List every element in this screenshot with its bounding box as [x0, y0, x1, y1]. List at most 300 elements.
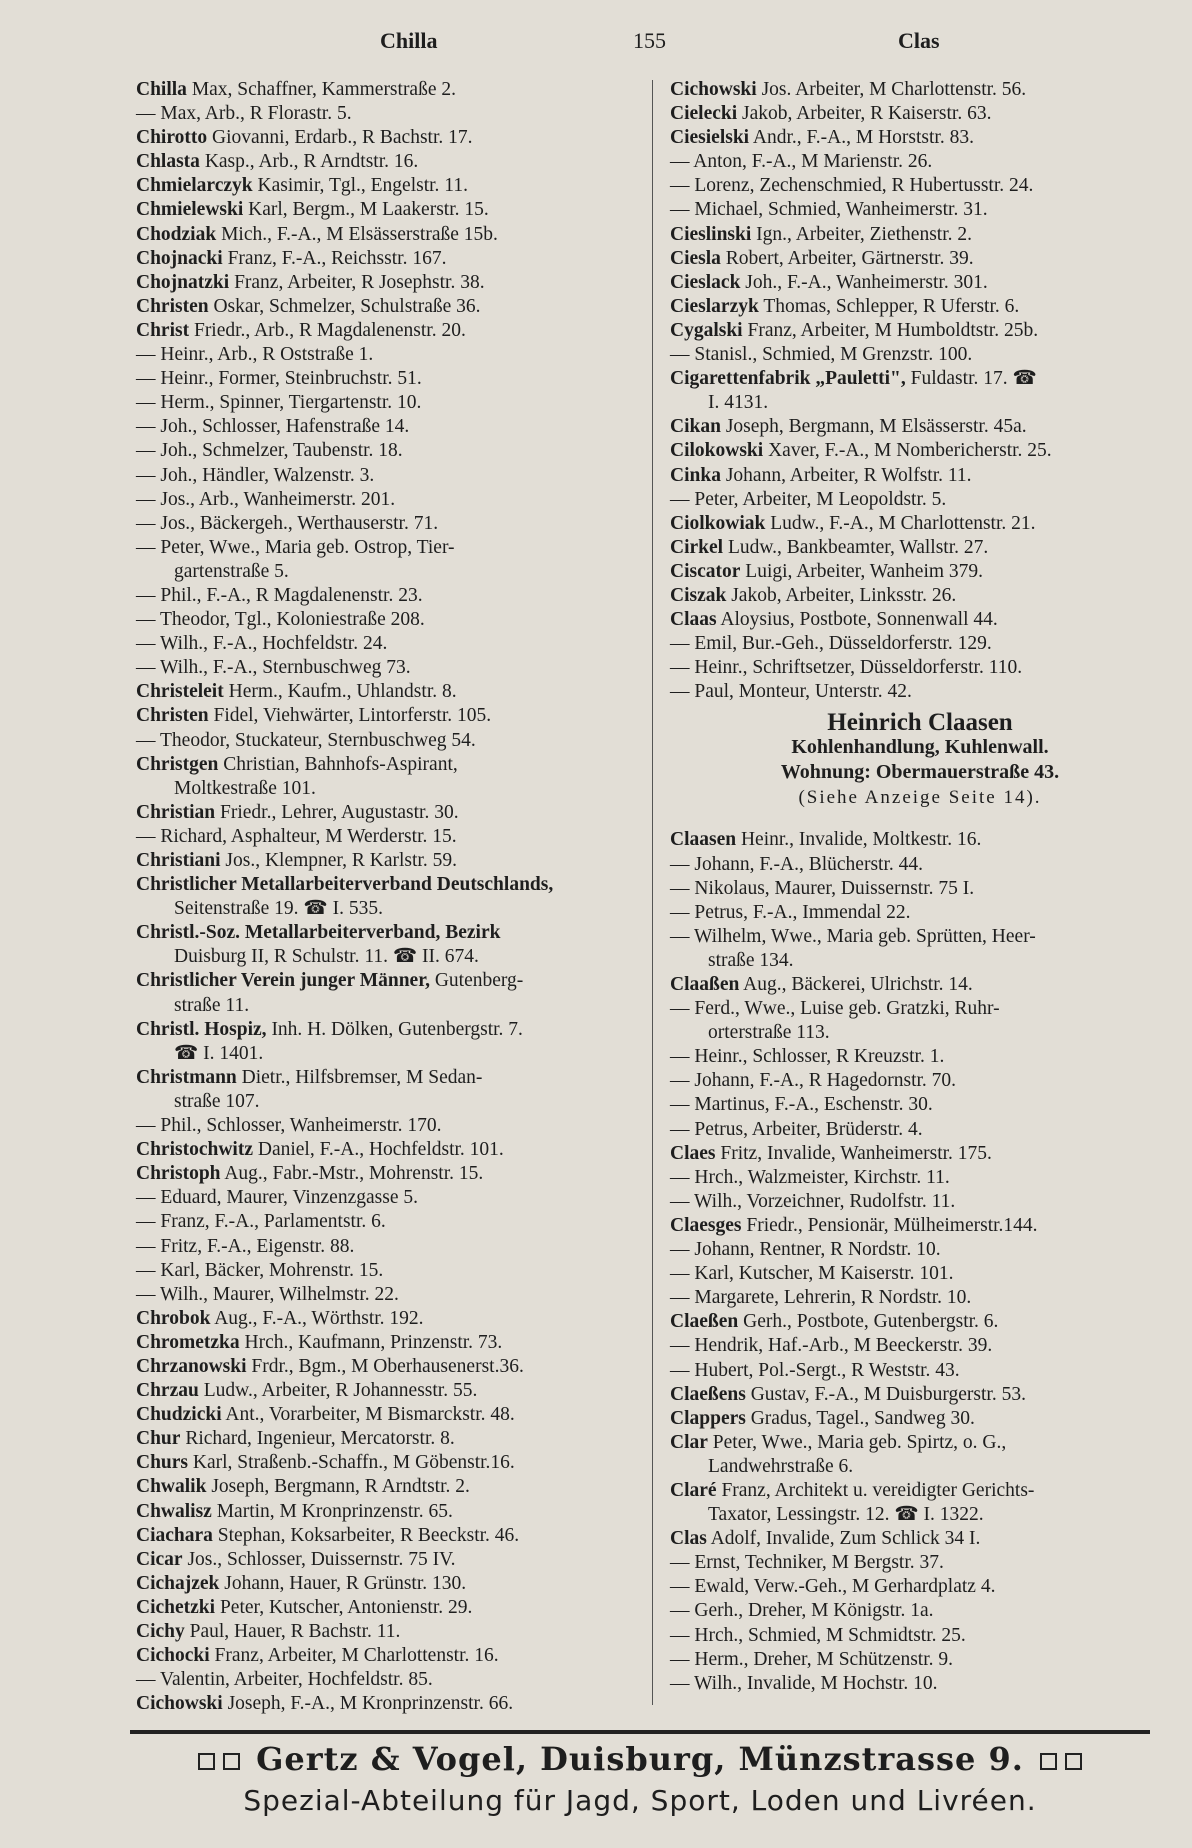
- entry-details: Paul, Hauer, R Bachstr. 11.: [184, 1621, 401, 1642]
- directory-entry: [670, 973, 1170, 997]
- entry-surname: Ciszak: [670, 584, 727, 606]
- entry-surname: Christen: [136, 705, 209, 727]
- entry-surname: Ciolkowiak: [670, 512, 766, 534]
- directory-entry: [670, 1383, 1170, 1407]
- directory-entry: [670, 1599, 1170, 1623]
- directory-entry: [670, 1407, 1170, 1431]
- entry-details: gartenstraße 5.: [174, 560, 289, 582]
- entry-surname: Cicar: [136, 1548, 183, 1570]
- directory-entry: [670, 1527, 1170, 1551]
- entry-details: — Joh., Händler, Walzenstr. 3.: [136, 464, 375, 486]
- directory-entry: [136, 921, 641, 945]
- entry-surname: Clar: [670, 1431, 708, 1453]
- entry-surname: Christian: [136, 801, 216, 823]
- entry-details: — Wilh., Invalide, M Hochstr. 10.: [670, 1672, 938, 1694]
- entry-surname: Chojnatzki: [136, 271, 230, 293]
- directory-entry: [670, 1190, 1170, 1214]
- directory-entry: [670, 488, 1170, 512]
- directory-entry: [136, 1668, 641, 1692]
- directory-entry: [136, 1379, 641, 1403]
- directory-entry: [136, 1331, 641, 1355]
- entry-details: Franz, F.-A., Reichsstr. 167.: [222, 247, 447, 269]
- entry-details: Ludw., Arbeiter, R Johannesstr. 55.: [198, 1380, 478, 1402]
- entry-surname: Cichy: [136, 1621, 185, 1642]
- entry-surname: Cieslarzyk: [670, 295, 759, 317]
- directory-entry: [136, 1066, 641, 1090]
- directory-entry: [670, 1431, 1170, 1455]
- entry-surname: Cichocki: [136, 1645, 210, 1667]
- entry-details: — Valentin, Arbeiter, Hochfeldstr. 85.: [136, 1669, 433, 1691]
- directory-entry: [670, 1214, 1170, 1238]
- column-divider: [652, 80, 653, 1705]
- entry-details: Landwehrstraße 6.: [708, 1455, 854, 1477]
- entry-surname: Chirotto: [136, 127, 208, 149]
- entry-details: — Franz, F.-A., Parlamentstr. 6.: [136, 1211, 386, 1233]
- entry-surname: Ciscator: [670, 560, 741, 582]
- directory-entry: [670, 1359, 1170, 1383]
- entry-details: Peter, Wwe., Maria geb. Spirtz, o. G.,: [707, 1431, 1007, 1453]
- directory-entry: [670, 680, 1170, 704]
- directory-entry: [670, 247, 1170, 271]
- directory-entry: [670, 1648, 1170, 1672]
- entry-surname: Christlicher Verein junger Männer,: [136, 970, 430, 992]
- directory-entry: [136, 1210, 641, 1234]
- entry-continuation: [136, 777, 641, 801]
- entry-details: — Jos., Bäckergeh., Werthauserstr. 71.: [136, 512, 439, 534]
- entry-details: Andr., F.-A., M Horststr. 83.: [749, 127, 974, 149]
- entry-surname: Cieslack: [670, 271, 741, 293]
- directory-entry: [136, 150, 641, 174]
- entry-details: — Joh., Schlosser, Hafenstraße 14.: [136, 416, 410, 438]
- directory-entry: [136, 1235, 641, 1259]
- directory-entry: [136, 1572, 641, 1596]
- entry-details: — Phil., F.-A., R Magdalenenstr. 23.: [136, 584, 423, 606]
- footer-advertiser-text: Gertz & Vogel, Duisburg, Münzstrasse 9.: [256, 1740, 1024, 1778]
- entry-details: — Jos., Arb., Wanheimerstr. 201.: [136, 488, 396, 510]
- entry-details: — Wilh., Maurer, Wilhelmstr. 22.: [136, 1283, 399, 1305]
- footer-rule: [130, 1730, 1150, 1734]
- directory-entry: [670, 853, 1170, 877]
- entry-surname: Chlasta: [136, 151, 200, 173]
- entry-details: Jos., Schlosser, Duissernstr. 75 IV.: [182, 1548, 456, 1570]
- entry-details: Martin, M Kronprinzenstr. 65.: [211, 1500, 453, 1522]
- entry-details: — Hrch., Schmied, M Schmidtstr. 25.: [670, 1624, 966, 1646]
- entry-details: — Wilh., F.-A., Hochfeldstr. 24.: [136, 633, 388, 655]
- entry-details: — Peter, Wwe., Maria geb. Ostrop, Tier-: [136, 536, 455, 558]
- entry-details: Aug., F.-A., Wörthstr. 192.: [210, 1307, 424, 1329]
- entry-details: — Hendrik, Haf.-Arb., M Beeckerstr. 39.: [670, 1335, 993, 1357]
- directory-entry: [670, 78, 1170, 102]
- directory-entry: [136, 1162, 641, 1186]
- entry-surname: Cikan: [670, 416, 721, 438]
- entry-details: — Heinr., Schlosser, R Kreuzstr. 1.: [670, 1046, 945, 1068]
- entry-surname: Christ: [136, 319, 190, 341]
- page-number: 155: [633, 28, 666, 53]
- entry-surname: Christmann: [136, 1066, 237, 1088]
- entry-surname: Chudzicki: [136, 1404, 222, 1426]
- entry-details: ☎ I. 1401.: [174, 1042, 264, 1064]
- directory-entry: [670, 656, 1170, 680]
- entry-details: Karl, Bergm., M Laakerstr. 15.: [243, 199, 489, 221]
- entry-details: Adolf, Invalide, Zum Schlick 34 I.: [706, 1528, 981, 1550]
- entry-surname: Cichowski: [670, 79, 757, 100]
- directory-entry: [670, 1575, 1170, 1599]
- entry-details: — Theodor, Tgl., Koloniestraße 208.: [136, 609, 425, 631]
- entry-surname: Christl.-Soz. Metallarbeiterverband, Bezirk: [136, 922, 501, 944]
- entry-surname: Chrzanowski: [136, 1355, 247, 1377]
- entry-details: — Michael, Schmied, Wanheimerstr. 31.: [670, 199, 988, 221]
- entry-surname: Claes: [670, 1142, 716, 1164]
- square-ornament-icon: [1065, 1753, 1082, 1770]
- entry-details: Fidel, Viehwärter, Lintorferstr. 105.: [208, 705, 492, 727]
- entry-details: Aug., Bäckerei, Ulrichstr. 14.: [739, 974, 973, 995]
- entry-details: Franz, Arbeiter, M Humboldtstr. 25b.: [742, 319, 1039, 341]
- entry-details: Taxator, Lessingstr. 12. ☎ I. 1322.: [708, 1504, 984, 1526]
- directory-entry: [670, 536, 1170, 560]
- entry-details: Inh. H. Dölken, Gutenbergstr. 7.: [266, 1018, 523, 1040]
- entry-details: — Max, Arb., R Florastr. 5.: [136, 103, 352, 125]
- directory-entry: [136, 849, 641, 873]
- directory-entry: [670, 439, 1170, 463]
- entry-surname: Chojnacki: [136, 247, 223, 269]
- entry-surname: Claeßen: [670, 1311, 739, 1333]
- entry-details: Richard, Ingenieur, Mercatorstr. 8.: [180, 1428, 455, 1450]
- entry-surname: Christochwitz: [136, 1139, 253, 1161]
- entry-details: — Herm., Spinner, Tiergartenstr. 10.: [136, 392, 422, 414]
- entry-details: — Fritz, F.-A., Eigenstr. 88.: [136, 1235, 355, 1257]
- directory-entry: [136, 174, 641, 198]
- directory-entry: [136, 753, 641, 777]
- running-head-left: Chilla: [380, 28, 438, 53]
- entry-details: — Hubert, Pol.-Sergt., R Weststr. 43.: [670, 1359, 960, 1381]
- entry-details: — Karl, Bäcker, Mohrenstr. 15.: [136, 1259, 384, 1281]
- entry-details: Joseph, Bergmann, M Elsässerstr. 45a.: [720, 416, 1027, 438]
- directory-entry: [136, 1644, 641, 1668]
- directory-entry: [136, 247, 641, 271]
- entry-surname: Chur: [136, 1428, 181, 1450]
- entry-details: — Paul, Monteur, Unterstr. 42.: [670, 681, 912, 703]
- directory-entry: [136, 391, 641, 415]
- entry-details: Jakob, Arbeiter, R Kaiserstr. 63.: [737, 103, 992, 125]
- entry-details: — Petrus, Arbeiter, Brüderstr. 4.: [670, 1118, 923, 1140]
- directory-entry: [136, 873, 641, 897]
- directory-entry: [670, 223, 1170, 247]
- entry-details: Joseph, F.-A., M Kronprinzenstr. 66.: [222, 1693, 514, 1715]
- directory-entry: [136, 632, 641, 656]
- entry-details: Jakob, Arbeiter, Linksstr. 26.: [726, 584, 957, 606]
- square-ornament-icon: [198, 1753, 215, 1770]
- entry-details: — Heinr., Schriftsetzer, Düsseldorferstr. 110.: [670, 657, 1023, 679]
- directory-entry: [670, 1238, 1170, 1262]
- entry-details: Ign., Arbeiter, Ziethenstr. 2.: [751, 223, 972, 245]
- entry-details: Peter, Kutscher, Antonienstr. 29.: [215, 1596, 473, 1618]
- directory-entry: [670, 1334, 1170, 1358]
- entry-details: Xaver, F.-A., M Nombericherstr. 25.: [763, 440, 1052, 462]
- directory-entry: [670, 584, 1170, 608]
- directory-entry: [670, 343, 1170, 367]
- entry-surname: Cichajzek: [136, 1572, 220, 1594]
- entry-surname: Clappers: [670, 1407, 746, 1429]
- entry-surname: Claesges: [670, 1214, 742, 1236]
- directory-entry: [136, 1500, 641, 1524]
- entry-details: — Ernst, Techniker, M Bergstr. 37.: [670, 1552, 944, 1574]
- directory-entry: [136, 801, 641, 825]
- entry-surname: Cirkel: [670, 536, 724, 558]
- entry-details: — Theodor, Stuckateur, Sternbuschweg 54.: [136, 729, 476, 751]
- directory-entry: [136, 656, 641, 680]
- entry-details: — Heinr., Arb., R Oststraße 1.: [136, 344, 374, 366]
- directory-entry: [670, 126, 1170, 150]
- entry-details: Giovanni, Erdarb., R Bachstr. 17.: [207, 127, 473, 149]
- entry-continuation: [136, 994, 641, 1018]
- entry-details: Gradus, Tagel., Sandweg 30.: [745, 1407, 975, 1429]
- entry-surname: Cielecki: [670, 103, 738, 125]
- entry-details: Jos., Klempner, R Karlstr. 59.: [220, 850, 457, 871]
- directory-entry: [136, 1138, 641, 1162]
- left-column: [136, 78, 641, 1716]
- entry-details: — Margarete, Lehrerin, R Nordstr. 10.: [670, 1287, 972, 1309]
- directory-entry: [670, 997, 1170, 1021]
- directory-entry: [136, 78, 641, 102]
- directory-entry: [136, 1548, 641, 1572]
- directory-entry: [670, 925, 1170, 949]
- entry-details: — Wilh., F.-A., Sternbuschweg 73.: [136, 657, 411, 679]
- directory-entry: [136, 223, 641, 247]
- directory-entry: [670, 1069, 1170, 1093]
- entry-continuation: [136, 1042, 641, 1066]
- entry-details: — Richard, Asphalteur, M Werderstr. 15.: [136, 825, 457, 847]
- ad-reference: (Siehe Anzeige Seite 14).: [798, 787, 1042, 809]
- entry-surname: Ciesla: [670, 247, 721, 269]
- entry-details: Gustav, F.-A., M Duisburgerstr. 53.: [745, 1383, 1026, 1405]
- entry-surname: Cigarettenfabrik „Pauletti",: [670, 368, 906, 390]
- directory-entry: [136, 536, 641, 560]
- entry-details: Franz, Arbeiter, R Josephstr. 38.: [229, 271, 485, 293]
- directory-entry: [670, 367, 1170, 391]
- directory-entry: [136, 367, 641, 391]
- footer-advertiser: [130, 1740, 1150, 1778]
- entry-surname: Christen: [136, 295, 209, 317]
- entry-surname: Ciesielski: [670, 127, 750, 149]
- directory-entry: [136, 343, 641, 367]
- entry-details: Joh., F.-A., Wanheimerstr. 301.: [740, 271, 988, 293]
- directory-entry: [670, 1286, 1170, 1310]
- entry-surname: Cieslinski: [670, 223, 752, 245]
- entry-details: Kasimir, Tgl., Engelstr. 11.: [252, 175, 468, 197]
- entry-continuation: [136, 945, 641, 969]
- right-column-bottom: [670, 828, 1170, 1695]
- directory-entry: [136, 319, 641, 343]
- entry-details: Robert, Arbeiter, Gärtnerstr. 39.: [720, 247, 974, 269]
- entry-details: — Petrus, F.-A., Immendal 22.: [670, 901, 911, 923]
- directory-entry: [136, 512, 641, 536]
- entry-details: — Stanisl., Schmied, M Grenzstr. 100.: [670, 344, 973, 366]
- entry-details: — Peter, Arbeiter, M Leopoldstr. 5.: [670, 488, 947, 510]
- directory-entry: [136, 608, 641, 632]
- directory-entry: [670, 271, 1170, 295]
- entry-surname: Chrometzka: [136, 1331, 240, 1353]
- entry-details: Friedr., Arb., R Magdalenenstr. 20.: [189, 319, 466, 341]
- square-ornament-icon: [1040, 1753, 1057, 1770]
- entry-continuation: [136, 560, 641, 584]
- entry-details: — Ferd., Wwe., Luise geb. Gratzki, Ruhr-: [670, 998, 1000, 1020]
- entry-details: Daniel, F.-A., Hochfeldstr. 101.: [252, 1139, 504, 1161]
- entry-details: Frdr., Bgm., M Oberhausenerst.36.: [246, 1355, 524, 1377]
- directory-entry: [670, 1551, 1170, 1575]
- directory-entry: [136, 295, 641, 319]
- directory-entry: [136, 1259, 641, 1283]
- directory-entry: [670, 1310, 1170, 1334]
- entry-details: Max, Schaffner, Kammerstraße 2.: [186, 79, 456, 100]
- directory-entry: [670, 560, 1170, 584]
- entry-surname: Chwalik: [136, 1476, 207, 1498]
- directory-entry: [670, 901, 1170, 925]
- entry-details: — Heinr., Former, Steinbruchstr. 51.: [136, 368, 422, 390]
- directory-entry: [670, 1045, 1170, 1069]
- entry-details: straße 107.: [174, 1090, 260, 1112]
- entry-surname: Chrzau: [136, 1380, 199, 1402]
- entry-continuation: [670, 1021, 1170, 1045]
- entry-details: straße 11.: [174, 994, 250, 1016]
- entry-surname: Chmielarczyk: [136, 175, 253, 197]
- entry-surname: Chrobok: [136, 1307, 211, 1329]
- directory-entry: [136, 1427, 641, 1451]
- entry-details: Johann, Hauer, R Grünstr. 130.: [219, 1572, 467, 1594]
- directory-entry: [136, 415, 641, 439]
- entry-details: — Herm., Dreher, M Schützenstr. 9.: [670, 1648, 953, 1670]
- running-head-right: Clas: [898, 28, 940, 53]
- entry-details: Christian, Bahnhofs-Aspirant,: [218, 753, 458, 775]
- entry-details: Duisburg II, R Schulstr. 11. ☎ II. 674.: [174, 946, 479, 968]
- entry-continuation: [670, 949, 1170, 973]
- entry-details: — Gerh., Dreher, M Königstr. 1a.: [670, 1600, 934, 1622]
- entry-details: Fuldastr. 17. ☎: [905, 368, 1037, 390]
- footer-tagline: Spezial-Abteilung für Jagd, Sport, Loden und Livréen.: [243, 1784, 1037, 1817]
- entry-details: Franz, Architekt u. vereidigter Gerichts-: [716, 1479, 1035, 1501]
- entry-details: — Lorenz, Zechenschmied, R Hubertusstr. 24.: [670, 175, 1034, 197]
- entry-surname: Chwalisz: [136, 1500, 212, 1522]
- entry-details: Aloysius, Postbote, Sonnenwall 44.: [716, 609, 998, 631]
- entry-continuation: [136, 897, 641, 921]
- directory-entry: [136, 1524, 641, 1548]
- entry-surname: Claré: [670, 1479, 717, 1501]
- directory-entry: [136, 969, 641, 993]
- directory-entry: [136, 271, 641, 295]
- entry-details: Friedr., Lehrer, Augustastr. 30.: [215, 801, 459, 823]
- entry-surname: Christeleit: [136, 681, 224, 703]
- directory-entry: [136, 704, 641, 728]
- entry-details: — Eduard, Maurer, Vinzenzgasse 5.: [136, 1187, 418, 1209]
- directory-entry: [136, 825, 641, 849]
- entry-details: Joseph, Bergmann, R Arndtstr. 2.: [206, 1476, 470, 1498]
- directory-entry: [136, 1620, 641, 1644]
- ad-name: Heinrich Claasen: [827, 709, 1013, 737]
- directory-entry: [670, 1166, 1170, 1190]
- directory-entry: [136, 1692, 641, 1716]
- ad-business: Kohlenhandlung, Kuhlenwall.: [791, 736, 1049, 759]
- directory-entry: [670, 1624, 1170, 1648]
- entry-details: Stephan, Koksarbeiter, R Beeckstr. 46.: [212, 1524, 520, 1546]
- right-column-top: [670, 78, 1170, 704]
- directory-entry: [136, 1018, 641, 1042]
- entry-details: Seitenstraße 19. ☎ I. 535.: [174, 898, 383, 920]
- directory-entry: [136, 1355, 641, 1379]
- directory-entry: [670, 150, 1170, 174]
- directory-entry: [670, 1479, 1170, 1503]
- entry-details: Karl, Straßenb.-Schaffn., M Göbenstr.16.: [188, 1452, 515, 1474]
- entry-surname: Cichetzki: [136, 1596, 216, 1618]
- entry-surname: Christiani: [136, 850, 221, 871]
- directory-entry: [670, 608, 1170, 632]
- directory-entry: [136, 102, 641, 126]
- entry-details: Dietr., Hilfsbremser, M Sedan-: [236, 1066, 483, 1088]
- entry-details: Jos. Arbeiter, M Charlottenstr. 56.: [756, 79, 1027, 100]
- entry-surname: Claaßen: [670, 974, 740, 995]
- directory-entry: [670, 464, 1170, 488]
- entry-details: I. 4131.: [708, 392, 769, 414]
- entry-details: Ludw., F.-A., M Charlottenstr. 21.: [765, 512, 1036, 534]
- entry-details: — Johann, F.-A., R Hagedornstr. 70.: [670, 1070, 957, 1092]
- entry-details: — Wilh., Vorzeichner, Rudolfstr. 11.: [670, 1190, 956, 1212]
- entry-surname: Christlicher Metallarbeiterverband Deutschlands,: [136, 874, 554, 896]
- directory-entry: [670, 102, 1170, 126]
- entry-surname: Christgen: [136, 753, 219, 775]
- entry-details: — Anton, F.-A., M Marienstr. 26.: [670, 151, 933, 173]
- entry-details: straße 134.: [708, 949, 794, 971]
- entry-details: Moltkestraße 101.: [174, 777, 316, 799]
- entry-details: — Martinus, F.-A., Eschenstr. 30.: [670, 1094, 933, 1116]
- entry-surname: Chodziak: [136, 223, 217, 245]
- entry-surname: Clas: [670, 1528, 707, 1550]
- directory-entry: [670, 174, 1170, 198]
- entry-details: Gutenberg-: [429, 970, 524, 992]
- entry-continuation: [670, 1503, 1170, 1527]
- directory-entry: [136, 488, 641, 512]
- entry-details: — Joh., Schmelzer, Taubenstr. 18.: [136, 440, 403, 462]
- entry-surname: Claeßens: [670, 1383, 746, 1405]
- advertisement-block: [670, 710, 1170, 810]
- entry-details: — Ewald, Verw.-Geh., M Gerhardplatz 4.: [670, 1576, 996, 1598]
- directory-entry: [136, 584, 641, 608]
- directory-entry: [670, 415, 1170, 439]
- entry-details: Oskar, Schmelzer, Schulstraße 36.: [208, 295, 481, 317]
- directory-entry: [670, 1262, 1170, 1286]
- entry-surname: Cinka: [670, 464, 721, 486]
- entry-surname: Ciachara: [136, 1524, 213, 1546]
- directory-entry: [136, 1596, 641, 1620]
- entry-details: Luigi, Arbeiter, Wanheim 379.: [740, 560, 984, 582]
- entry-surname: Christl. Hospiz,: [136, 1018, 267, 1040]
- directory-entry: [670, 319, 1170, 343]
- directory-entry: [136, 1307, 641, 1331]
- directory-entry: [136, 464, 641, 488]
- entry-surname: Cichowski: [136, 1693, 223, 1715]
- entry-details: Fritz, Invalide, Wanheimerstr. 175.: [715, 1142, 992, 1164]
- directory-entry: [670, 1093, 1170, 1117]
- entry-details: Friedr., Pensionär, Mülheimerstr.144.: [741, 1214, 1038, 1236]
- directory-entry: [670, 295, 1170, 319]
- entry-continuation: [136, 1090, 641, 1114]
- directory-entry: [136, 729, 641, 753]
- directory-entry: [670, 198, 1170, 222]
- entry-surname: Cilokowski: [670, 440, 764, 462]
- square-ornament-icon: [223, 1753, 240, 1770]
- entry-details: Mich., F.-A., M Elsässerstraße 15b.: [216, 223, 498, 245]
- entry-continuation: [670, 1455, 1170, 1479]
- directory-entry: [136, 1283, 641, 1307]
- entry-details: Herm., Kaufm., Uhlandstr. 8.: [223, 681, 457, 703]
- entry-surname: Claas: [670, 609, 717, 631]
